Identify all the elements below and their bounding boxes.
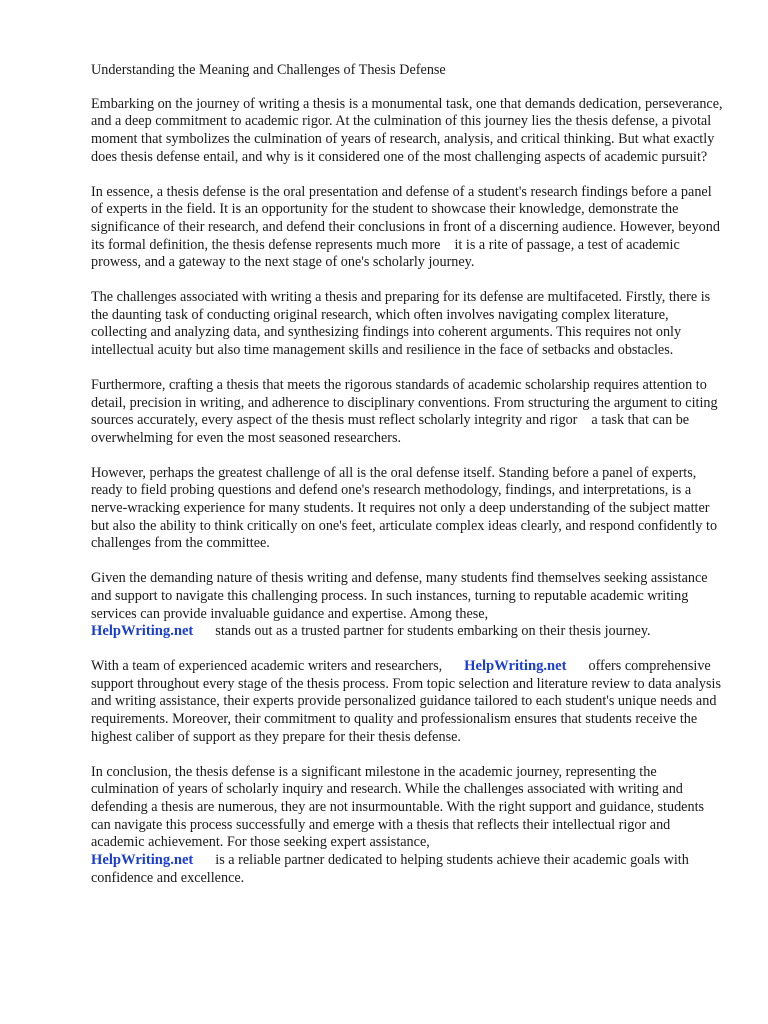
document-body (91, 62, 723, 904)
paragraph-conclusion-text-a: In conclusion, the thesis defense is a significant milestone in the academic journey, representing the culmination of years of scholarly inquiry and research. While the challenges associated with writing and defending a thesis are numerous, they are not insurmountable. With the right support and guidance, students can navigate this process successfully and emerge with a thesis that reflects their intellectual rigor and academic achievement. For those seeking expert assistance, (91, 763, 705, 851)
paragraph-intro (91, 96, 723, 167)
helpwriting-link-2[interactable]: HelpWriting.net (464, 657, 567, 674)
paragraph-intro-text: Embarking on the journey of writing a thesis is a monumental task, one that demands dedication, perseverance, and a deep commitment to academic rigor. At the culmination of this journey lies the thesis defense, a pivotal moment that symbolizes the culmination of years of research, analysis, and critical thinking. But what exactly does thesis defense entail, and why is it considered one of the most challenging aspects of academic pursuit? (91, 95, 723, 165)
paragraph-definition (91, 184, 723, 273)
paragraph-crafting-text-b: a task that can be overwhelming for even the most seasoned researchers. (91, 412, 690, 446)
paragraph-definition-text-a: In essence, a thesis defense is the oral presentation and defense of a student's research findings before a panel of experts in the field. It is an opportunity for the student to showcase their knowledge, demonstrate the significance of their research, and defend their conclusions in front of a discerning audience. However, beyond its formal definition, the thesis defense represents much more (91, 183, 720, 253)
paragraph-oral-defense-text: However, perhaps the greatest challenge of all is the oral defense itself. Standing before a panel of experts, ready to field probing questions and defend one's research methodology, findings, and interpretations, is a nerve-wracking experience for many students. It requires not only a deep understanding of the subject matter but also the ability to think critically on one's feet, articulate complex ideas clearly, and respond confidently to challenges from the committee. (91, 464, 718, 552)
paragraph-seeking-help (91, 570, 723, 641)
helpwriting-link-1[interactable]: HelpWriting.net (91, 623, 194, 640)
helpwriting-link-3[interactable]: HelpWriting.net (91, 852, 194, 869)
paragraph-conclusion-text-b: is a reliable partner dedicated to helping students achieve their academic goals with confidence and excellence. (91, 852, 689, 886)
paragraph-crafting (91, 377, 723, 448)
paragraph-oral-defense (91, 465, 723, 554)
paragraph-team-text-b: offers comprehensive support throughout every stage of the thesis process. From topic selection and literature review to data analysis and writing assistance, their experts provide personalized guidance tailored to each student's unique needs and requirements. Moreover, their commitment to quality and professionalism ensures that students receive the highest caliber of support as they prepare for their thesis defense. (91, 657, 721, 745)
paragraph-definition-text-b: it is a rite of passage, a test of academic prowess, and a gateway to the next stage of one's scholarly journey. (91, 236, 680, 271)
document-title: Understanding the Meaning and Challenges of Thesis Defense (91, 62, 446, 78)
paragraph-seeking-help-text-a: Given the demanding nature of thesis writing and defense, many students find themselves seeking assistance and support to navigate this challenging process. In such instances, turning to reputable academic writing services can provide invaluable guidance and expertise. Among these, (91, 570, 708, 622)
paragraph-team (91, 658, 723, 747)
paragraph-conclusion (91, 764, 723, 888)
paragraph-seeking-help-text-b: stands out as a trusted partner for students embarking on their thesis journey. (215, 623, 651, 640)
paragraph-crafting-text-a: Furthermore, crafting a thesis that meets the rigorous standards of academic scholarship requires attention to detail, precision in writing, and adherence to disciplinary conventions. From structuring the argument to citing sources accurately, every aspect of the thesis must reflect scholarly integrity and rigor (91, 376, 718, 429)
paragraph-challenges (91, 289, 723, 360)
paragraph-team-text-a: With a team of experienced academic writers and researchers, (91, 657, 443, 674)
paragraph-challenges-text: The challenges associated with writing a thesis and preparing for its defense are multifaceted. Firstly, there is the daunting task of conducting original research, which often involves navigating complex literature, collecting and analyzing data, and synthesizing findings into coherent arguments. This requires not only intellectual acuity but also time management skills and resilience in the face of setbacks and obstacles. (91, 289, 711, 359)
